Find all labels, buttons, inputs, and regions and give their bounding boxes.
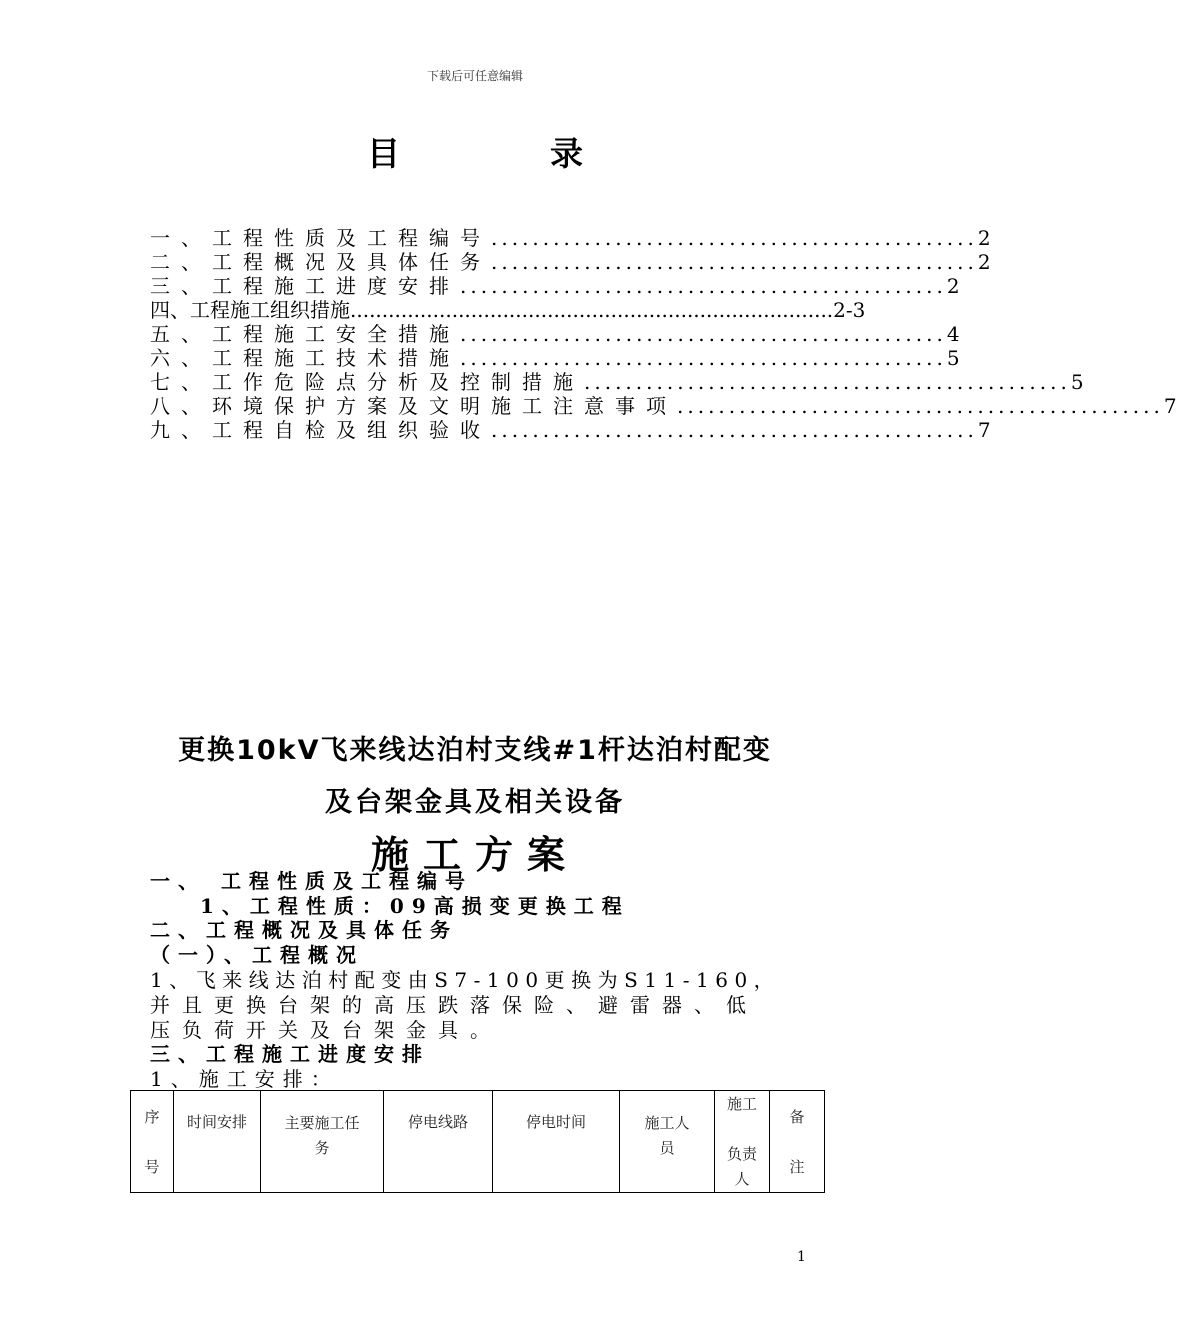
toc-title-right: 录 bbox=[550, 134, 583, 173]
toc-item[interactable]: 七、工作危险点分析及控制措施 ............................................... 5 bbox=[150, 370, 1084, 394]
toc-item[interactable]: 一、工程性质及工程编号 ............................................... 2 bbox=[150, 226, 991, 250]
table-header-cell: 施工 负责 人 bbox=[715, 1091, 770, 1193]
header-note: 下载后可任意编辑 bbox=[426, 69, 523, 83]
plan-title: 施工方案 bbox=[370, 832, 579, 877]
table-header-cell: 主要施工任 务 bbox=[261, 1091, 384, 1193]
table-header-cell: 施工人 员 bbox=[620, 1091, 715, 1193]
toc-title-left: 目 bbox=[367, 134, 400, 173]
section1-item: 1、工程性质：09高损变更换工程 bbox=[200, 894, 630, 918]
toc-item[interactable]: 六、工程施工技术措施 ............................................... 5 bbox=[150, 346, 960, 370]
toc-item[interactable]: 九、工程自检及组织验收 ............................................... 7 bbox=[150, 418, 991, 442]
document-title-line1: 更换10kV飞来线达泊村支线#1杆达泊村配变 bbox=[178, 735, 772, 766]
table-header-cell: 时间安排 bbox=[174, 1091, 261, 1193]
section3-heading: 三、工程施工进度安排 bbox=[150, 1042, 430, 1066]
section2-subheading: （一）、工程概况 bbox=[150, 943, 364, 967]
toc-item[interactable]: 五、工程施工安全措施 ............................................... 4 bbox=[150, 322, 960, 346]
toc-item[interactable]: 三、工程施工进度安排 ............................................... 2 bbox=[150, 274, 960, 298]
table-header-cell: 停电线路 bbox=[384, 1091, 493, 1193]
paragraph-line: 压负荷开关及台架金具。 bbox=[150, 1018, 502, 1042]
table-header-cell: 序 号 bbox=[131, 1091, 174, 1193]
paragraph-line: 并且更换台架的高压跌落保险、避雷器、低 bbox=[150, 993, 758, 1017]
table-of-contents bbox=[150, 226, 1177, 442]
section3-item: 1、施工安排： bbox=[150, 1067, 339, 1091]
table-header-cell: 备 注 bbox=[770, 1091, 825, 1193]
schedule-table bbox=[130, 1090, 825, 1193]
toc-item[interactable]: 八、环境保护方案及文明施工注意事项 ............................................... 7 bbox=[150, 394, 1177, 418]
page-number: 1 bbox=[797, 1249, 806, 1265]
section1-heading: 一、 工程性质及工程编号 bbox=[150, 869, 473, 893]
section2-heading: 二、工程概况及具体任务 bbox=[150, 918, 458, 942]
toc-item[interactable]: 四、工程施工组织措施 ............................................................................ 2-3 bbox=[150, 298, 866, 322]
toc-item[interactable]: 二、工程概况及具体任务 ............................................... 2 bbox=[150, 250, 991, 274]
toc-title bbox=[0, 128, 950, 175]
paragraph-line: 1、飞来线达泊村配变由S7-100更换为S11-160， bbox=[150, 968, 781, 992]
document-title-line2: 及台架金具及相关设备 bbox=[325, 787, 625, 818]
table-header-cell: 停电时间 bbox=[493, 1091, 620, 1193]
